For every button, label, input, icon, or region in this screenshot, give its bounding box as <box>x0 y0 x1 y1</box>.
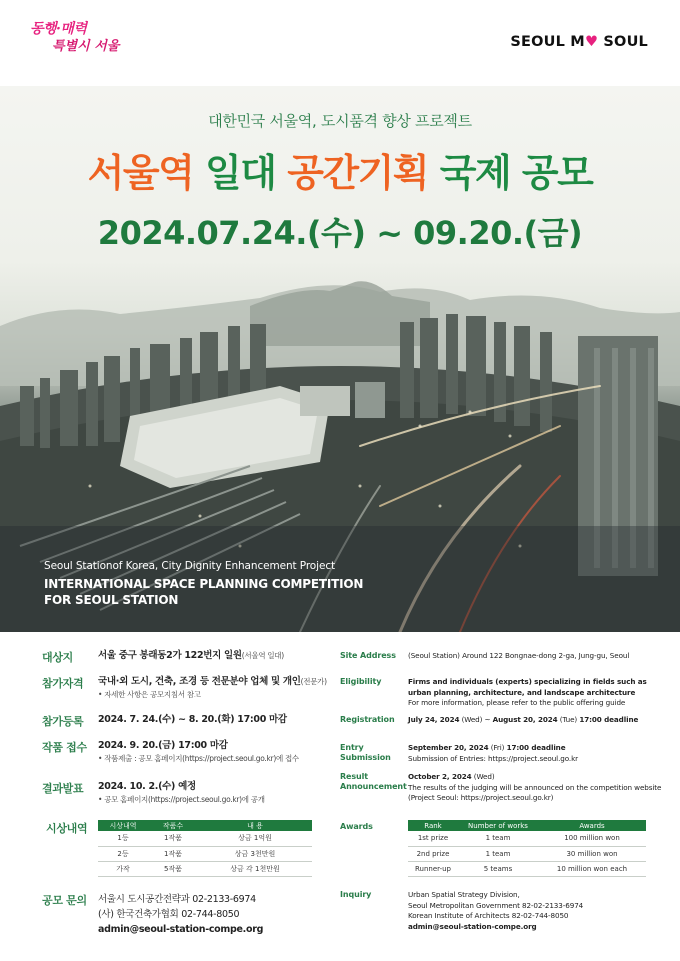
kr-submission-text: 2024. 9. 20.(금) 17:00 마감 <box>98 740 228 751</box>
kr-result-text: 2024. 10. 2.(수) 예정 <box>98 781 196 792</box>
en-submission-url: Submission of Entries: https://project.seoul.go.kr <box>408 753 578 763</box>
table-header: Awards <box>538 820 646 831</box>
title-part-competition: 국제 공모 <box>428 151 593 195</box>
table-cell: 상금 각 1천만원 <box>198 861 312 876</box>
en-reg-start: July 24, 2024 <box>408 715 460 724</box>
kr-site-value <box>98 649 284 663</box>
hero-english-caption <box>44 560 363 607</box>
en-sub-day: (Fri) <box>488 743 507 752</box>
kr-result-value <box>98 780 265 806</box>
kr-site-note: (서울역 일대) <box>241 651 284 660</box>
en-registration-label: Registration <box>340 715 395 724</box>
kr-submission-label: 작품 접수 <box>42 741 87 754</box>
title-part-seoul-station: 서울역 <box>87 151 194 195</box>
title-part-area: 일대 <box>193 151 288 195</box>
table-cell: 1 team <box>458 846 538 861</box>
en-submission-value <box>408 743 578 764</box>
table-row <box>98 861 312 876</box>
table-row <box>408 846 646 861</box>
table-cell: 2nd prize <box>408 846 458 861</box>
table-cell: 상금 3천만원 <box>198 846 312 861</box>
en-eligibility-line-3: For more information, please refer to the public offering guide <box>408 698 626 707</box>
kr-registration-label: 참가등록 <box>42 715 84 728</box>
en-result-value <box>408 772 661 804</box>
english-title-line-2: FOR SEOUL STATION <box>44 593 179 607</box>
en-reg-deadline: 17:00 deadline <box>579 715 639 724</box>
table-cell: 1st prize <box>408 831 458 846</box>
table-cell: 1 team <box>458 831 538 846</box>
en-eligibility-line-1: Firms and individuals (experts) specializing in fields such as <box>408 677 647 686</box>
table-header: 시상내역 <box>98 820 148 831</box>
kr-inquiry-value <box>98 892 263 937</box>
kr-result-note: • 공모 홈페이지(https://project.seoul.go.kr)에 공개 <box>98 795 265 804</box>
seoul-slogan-logo <box>30 20 122 64</box>
table-cell: 30 million won <box>538 846 646 861</box>
table-header: Rank <box>408 820 458 831</box>
table-cell: 상금 1억원 <box>198 831 312 846</box>
heart-icon: ♥ <box>584 34 599 50</box>
en-submission-label <box>340 743 391 763</box>
table-header-row <box>408 820 646 831</box>
en-result-line-3: (Project Seoul: https://project.seoul.go.kr) <box>408 793 554 802</box>
kr-inquiry-email[interactable]: admin@seoul-station-compe.org <box>98 924 264 935</box>
kr-site-address: 서울 중구 봉래동2가 122번지 일원 <box>98 650 242 661</box>
en-submission-label-1: Entry <box>340 743 364 752</box>
en-site-value: (Seoul Station) Around 122 Bongnae-dong 2-ga, Jung-gu, Seoul <box>408 651 630 660</box>
slogan-line-1: 동행·매력 <box>30 21 87 37</box>
table-cell: 5 teams <box>458 861 538 876</box>
en-result-day: (Wed) <box>471 772 495 781</box>
english-title-line-1: INTERNATIONAL SPACE PLANNING COMPETITION <box>44 577 364 591</box>
kr-registration-text: 2024. 7. 24.(수) ~ 8. 20.(화) 17:00 마감 <box>98 714 287 725</box>
info-section <box>0 632 680 961</box>
en-inquiry-value <box>408 890 583 932</box>
hero-title <box>0 142 680 197</box>
table-header: 내 용 <box>198 820 312 831</box>
hero-section <box>0 86 680 632</box>
en-result-date: October 2, 2024 <box>408 772 472 781</box>
table-row <box>98 831 312 846</box>
table-cell: 10 million won each <box>538 861 646 876</box>
kr-registration-value <box>98 713 287 727</box>
en-result-label <box>340 772 407 792</box>
table-cell: 100 million won <box>538 831 646 846</box>
table-cell: 5작품 <box>148 861 198 876</box>
en-sub-date: September 20, 2024 <box>408 743 489 752</box>
en-reg-day: (Tue) <box>557 715 580 724</box>
kr-inquiry-label: 공모 문의 <box>42 894 87 907</box>
en-inquiry-line-1: Urban Spatial Strategy Division, <box>408 890 520 899</box>
en-eligibility-label: Eligibility <box>340 677 382 686</box>
table-cell: 2등 <box>98 846 148 861</box>
en-submission-label-2: Submission <box>340 753 391 762</box>
en-site-label: Site Address <box>340 651 396 660</box>
kr-inquiry-line-2: (사) 한국건축가협회 02-744-8050 <box>98 909 240 920</box>
en-eligibility-value <box>408 677 647 709</box>
kr-submission-note: • 작품제출 : 공모 홈페이지(https://project.seoul.go.kr)에 접수 <box>98 754 299 763</box>
kr-awards-table <box>98 820 312 877</box>
kr-inquiry-line-1: 서울시 도시공간전략과 02-2133-6974 <box>98 894 256 905</box>
en-sub-deadline: 17:00 deadline <box>506 743 566 752</box>
logo-part-1: SEOUL M <box>510 34 585 50</box>
en-inquiry-email[interactable]: admin@seoul-station-compe.org <box>408 921 537 931</box>
en-eligibility-line-2: urban planning, architecture, and landscape architecture <box>408 687 636 697</box>
en-reg-sep: (Wed) ~ <box>459 715 493 724</box>
table-row <box>408 831 646 846</box>
en-reg-end: August 20, 2024 <box>492 715 558 724</box>
seoul-my-soul-logo <box>510 34 648 50</box>
kr-eligibility-expert-note: (전문가) <box>300 677 327 686</box>
kr-result-label: 결과발표 <box>42 782 84 795</box>
hero-subtitle: 대한민국 서울역, 도시품격 향상 프로젝트 <box>208 112 472 130</box>
en-inquiry-line-2: Seoul Metropolitan Government 82-02-2133-6974 <box>408 900 584 910</box>
table-cell: 가작 <box>98 861 148 876</box>
table-cell: 1작품 <box>148 846 198 861</box>
table-header: 작품수 <box>148 820 198 831</box>
en-result-line-2: The results of the judging will be announced on the competition website <box>408 782 662 792</box>
en-registration-value <box>408 715 638 726</box>
en-awards-table <box>408 820 646 877</box>
en-result-label-2: Announcement <box>340 782 407 791</box>
title-part-space-planning: 공간기획 <box>287 151 429 195</box>
hero-date: 2024.07.24.(수) ~ 09.20.(금) <box>97 214 583 252</box>
table-cell: Runner-up <box>408 861 458 876</box>
table-row <box>408 861 646 876</box>
kr-eligibility-value <box>98 675 327 701</box>
top-bar <box>0 0 680 86</box>
table-cell: 1등 <box>98 831 148 846</box>
kr-eligibility-text: 국내·외 도시, 건축, 조경 등 전문분야 업체 및 개인 <box>98 676 301 687</box>
kr-eligibility-label: 참가자격 <box>42 677 84 690</box>
en-awards-label: Awards <box>340 822 373 831</box>
slogan-line-2: 특별시 서울 <box>52 39 120 54</box>
table-row <box>98 846 312 861</box>
en-inquiry-line-3: Korean Institute of Architects 82-02-744-8050 <box>408 911 569 920</box>
english-subtitle: Seoul Stationof Korea, City Dignity Enhancement Project <box>44 560 336 572</box>
table-header: Number of works <box>458 820 538 831</box>
table-header-row <box>98 820 312 831</box>
en-inquiry-label: Inquiry <box>340 890 372 899</box>
kr-awards-label: 시상내역 <box>46 822 88 835</box>
kr-site-label: 대상지 <box>42 651 73 664</box>
logo-part-2: SOUL <box>598 34 648 50</box>
kr-submission-value <box>98 739 299 765</box>
kr-eligibility-note: • 자세한 사항은 공모지침서 참고 <box>98 690 201 699</box>
en-result-label-1: Result <box>340 772 369 781</box>
table-cell: 1작품 <box>148 831 198 846</box>
